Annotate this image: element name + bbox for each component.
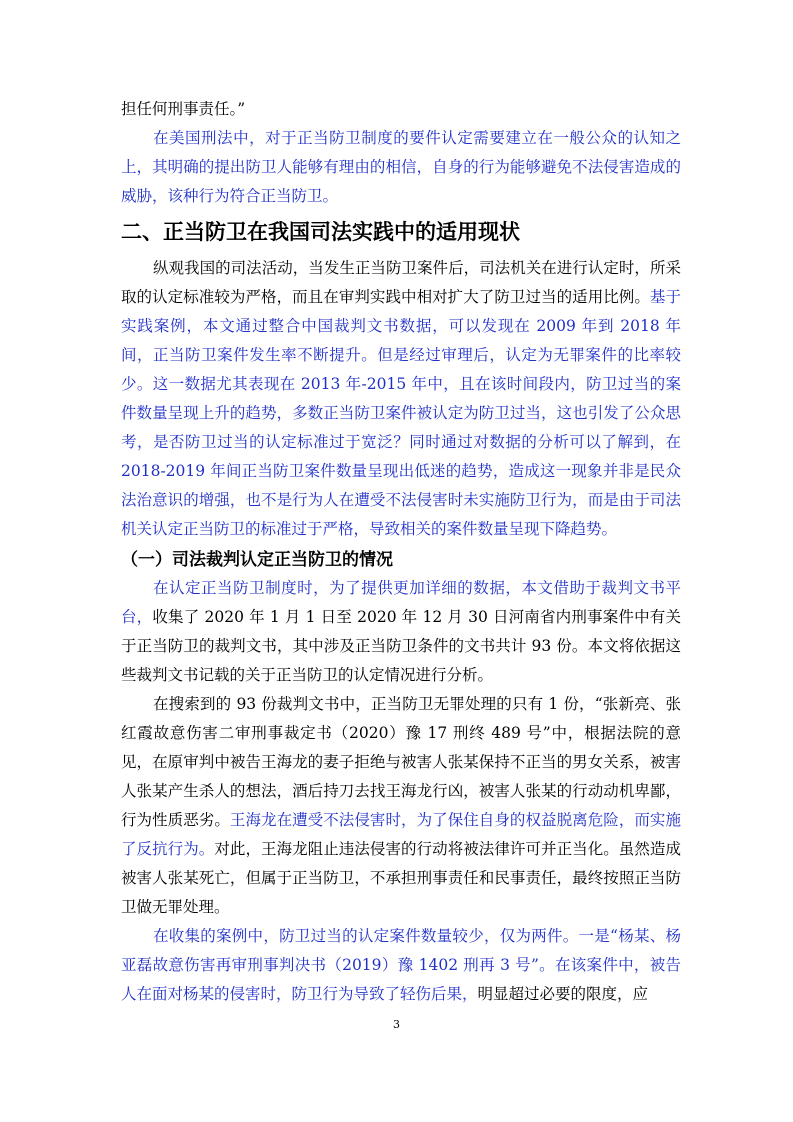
page-number: 3 <box>393 1018 400 1031</box>
subsection-heading: （一）司法裁判认定正当防卫的情况 <box>121 550 393 570</box>
paragraph-case-analysis <box>121 690 681 922</box>
document-page <box>121 95 681 1009</box>
text-run-highlight: 王海龙在遭受不法侵害时，为了保住自身的权益脱离危险，而实施了反抗行为。 <box>121 811 681 858</box>
text-run-highlight: 基于实践案例，本文通过整合中国裁判文书数据，可以发现在 2009 年到 2018 年间，正当防卫案件发生率不断提升。但是经过审理后，认定为无罪案件的比率较少。这一数据尤其表现在 2013 年-2015 年中，且在该时间段内，防卫过当的案件数量呈现上升的趋势，多数正当防卫案件被认定为防卫过当，这也引发了公众思考，是否防卫过当的认定标准过于宽泛？同时通过对数据的分析可以了解到，在 2018-2019 年间正当防卫案件数量呈现出低迷的趋势，造成这一现象并非是民众法治意识的增强，也不是行为人在遭受不法侵害时未实施防卫行为，而是由于司法机关认定正当防卫的标准过于严格，导致相关的案件数量呈现下降趋势。 <box>121 288 681 538</box>
text-run: 纵观我国的司法活动，当发生正当防卫案件后，司法机关在进行认定时，所采取的认定标准较为严格，而且在审判实践中相对扩大了防卫过当的适用比例。 <box>121 259 681 306</box>
text-run: 明显超过必要的限度，应 <box>477 985 649 1003</box>
text-run: 在搜索到的 93 份裁判文书中，正当防卫无罪处理的只有 1 份，“张新亮、张红霞故意伤害二审刑事裁定书（2020）豫 17 刑终 489 号”中，根据法院的意见，在原审判中被告王海龙的妻子拒绝与被害人张某保持不正当的男女关系，被害人张某产生杀人的想法，酒后持刀去找王海龙行凶，被害人张某的行动动机卑鄙，行为性质恶劣。 <box>121 695 681 829</box>
text-run: 对此，王海龙阻止违法侵害的行动将被法律许可并正当化。虽然造成被害人张某死亡，但属于正当防卫，不承担刑事责任和民事责任，最终按照正当防卫做无罪处理。 <box>121 840 681 916</box>
text-run: 收集了 2020 年 1 月 1 日至 2020 年 12 月 30 日河南省内刑事案件中有关于正当防卫的裁判文书，其中涉及正当防卫条件的文书共计 93 份。本文将依据这些裁判文书记载的关于正当防卫的认定情况进行分析。 <box>121 608 681 684</box>
paragraph-continuation <box>121 95 681 124</box>
text-run: 担任何刑事责任。” <box>121 100 246 118</box>
paragraph-judicial-practice <box>121 254 681 544</box>
section-heading: 二、正当防卫在我国司法实践中的适用现状 <box>121 220 520 244</box>
paragraph-excessive-defense <box>121 922 681 1009</box>
paragraph-data-collection <box>121 574 681 690</box>
text-run-highlight: 在收集的案例中，防卫过当的认定案件数量较少，仅为两件。一是“杨某、杨亚磊故意伤害再审刑事判决书（2019）豫 1402 刑再 3 号”。在该案件中，被告人在面对杨某的侵害时，防卫行为导致了轻伤后果， <box>121 927 681 1003</box>
paragraph-us-criminal-law <box>121 124 681 211</box>
text-run-highlight: 在认定正当防卫制度时，为了提供更加详细的数据，本文借助于裁判文书平台， <box>121 579 681 626</box>
text-run: 在美国刑法中，对于正当防卫制度的要件认定需要建立在一般公众的认知之上，其明确的提出防卫人能够有理由的相信，自身的行为能够避免不法侵害造成的威胁，该种行为符合正当防卫。 <box>121 129 681 205</box>
